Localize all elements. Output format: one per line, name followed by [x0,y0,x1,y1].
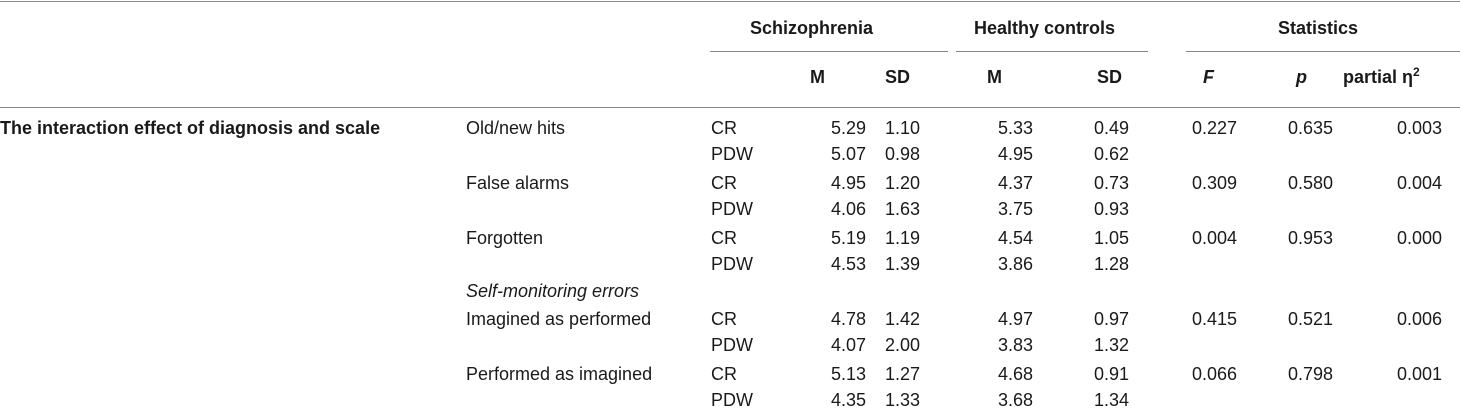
eta-cell: 0.004 [1396,173,1442,193]
scale-cell: PDW [711,335,753,355]
hc-m-cell: 4.95 [997,144,1033,164]
hc-sd-cell: 1.05 [1093,228,1129,248]
sz-m-cell: 4.07 [830,335,866,355]
sz-sd-cell: 1.20 [884,173,920,193]
healthy-controls-group-rule [956,51,1148,52]
f-cell: 0.066 [1191,364,1237,384]
sz-m-cell: 4.53 [830,254,866,274]
col-header-f: F [1203,67,1214,87]
measure-cell: False alarms [466,173,570,193]
col-header-sz-m: M [810,67,825,87]
scale-cell: CR [711,309,737,329]
p-cell: 0.798 [1287,364,1333,384]
hc-m-cell: 4.37 [997,173,1033,193]
scale-cell: PDW [711,144,753,164]
scale-cell: CR [711,173,737,193]
p-cell: 0.953 [1287,228,1333,248]
sz-m-cell: 5.13 [830,364,866,384]
partial-eta-label: partial η [1343,67,1414,87]
eta-superscript: 2 [1413,64,1420,79]
col-header-p: p [1296,67,1307,87]
hc-sd-cell: 0.62 [1093,144,1129,164]
sz-sd-cell: 1.27 [884,364,920,384]
hc-m-cell: 4.68 [997,364,1033,384]
sz-m-cell: 4.35 [830,390,866,410]
scale-cell: CR [711,118,737,138]
sz-sd-cell: 1.42 [884,309,920,329]
group-header-statistics: Statistics [1278,18,1359,38]
sz-m-cell: 5.19 [830,228,866,248]
group-header-healthy-controls: Healthy controls [974,18,1116,38]
hc-m-cell: 4.97 [997,309,1033,329]
sz-sd-cell: 1.10 [884,118,920,138]
measure-cell: Old/new hits [466,118,566,138]
section-label: The interaction effect of diagnosis and scale [0,118,381,138]
hc-sd-cell: 0.49 [1093,118,1129,138]
col-header-partial-eta-squared [1343,66,1420,88]
eta-cell: 0.000 [1396,228,1442,248]
hc-m-cell: 3.83 [997,335,1033,355]
p-cell: 0.521 [1287,309,1333,329]
scale-cell: CR [711,228,737,248]
hc-sd-cell: 0.91 [1093,364,1129,384]
eta-cell: 0.001 [1396,364,1442,384]
sz-m-cell: 4.95 [830,173,866,193]
eta-cell: 0.003 [1396,118,1442,138]
sz-m-cell: 4.06 [830,199,866,219]
hc-sd-cell: 1.32 [1093,335,1129,355]
hc-m-cell: 5.33 [997,118,1033,138]
scale-cell: PDW [711,390,753,410]
statistics-group-rule [1186,51,1460,52]
hc-m-cell: 3.75 [997,199,1033,219]
sz-sd-cell: 0.98 [884,144,920,164]
hc-sd-cell: 1.28 [1093,254,1129,274]
scale-cell: PDW [711,254,753,274]
f-cell: 0.004 [1191,228,1237,248]
hc-sd-cell: 0.73 [1093,173,1129,193]
f-cell: 0.227 [1191,118,1237,138]
p-cell: 0.580 [1287,173,1333,193]
col-header-hc-m: M [987,67,1002,87]
eta-cell: 0.006 [1396,309,1442,329]
top-rule [0,1,1460,2]
col-header-hc-sd: SD [1097,67,1123,87]
sz-sd-cell: 1.63 [884,199,920,219]
scale-cell: CR [711,364,737,384]
schizophrenia-group-rule [710,51,948,52]
sz-sd-cell: 1.33 [884,390,920,410]
hc-m-cell: 3.68 [997,390,1033,410]
sz-sd-cell: 1.19 [884,228,920,248]
sz-m-cell: 5.07 [830,144,866,164]
sz-sd-cell: 2.00 [884,335,920,355]
scale-cell: PDW [711,199,753,219]
header-bottom-rule [0,107,1460,108]
p-cell: 0.635 [1287,118,1333,138]
f-cell: 0.309 [1191,173,1237,193]
measure-cell: Performed as imagined [466,364,653,384]
measure-cell: Imagined as performed [466,309,652,329]
col-header-sz-sd: SD [885,67,911,87]
hc-m-cell: 4.54 [997,228,1033,248]
sz-m-cell: 4.78 [830,309,866,329]
hc-sd-cell: 0.93 [1093,199,1129,219]
f-cell: 0.415 [1191,309,1237,329]
measure-cell: Forgotten [466,228,544,248]
subheading-self-monitoring: Self-monitoring errors [466,281,640,301]
hc-m-cell: 3.86 [997,254,1033,274]
sz-m-cell: 5.29 [830,118,866,138]
hc-sd-cell: 0.97 [1093,309,1129,329]
hc-sd-cell: 1.34 [1093,390,1129,410]
group-header-schizophrenia: Schizophrenia [750,18,874,38]
sz-sd-cell: 1.39 [884,254,920,274]
